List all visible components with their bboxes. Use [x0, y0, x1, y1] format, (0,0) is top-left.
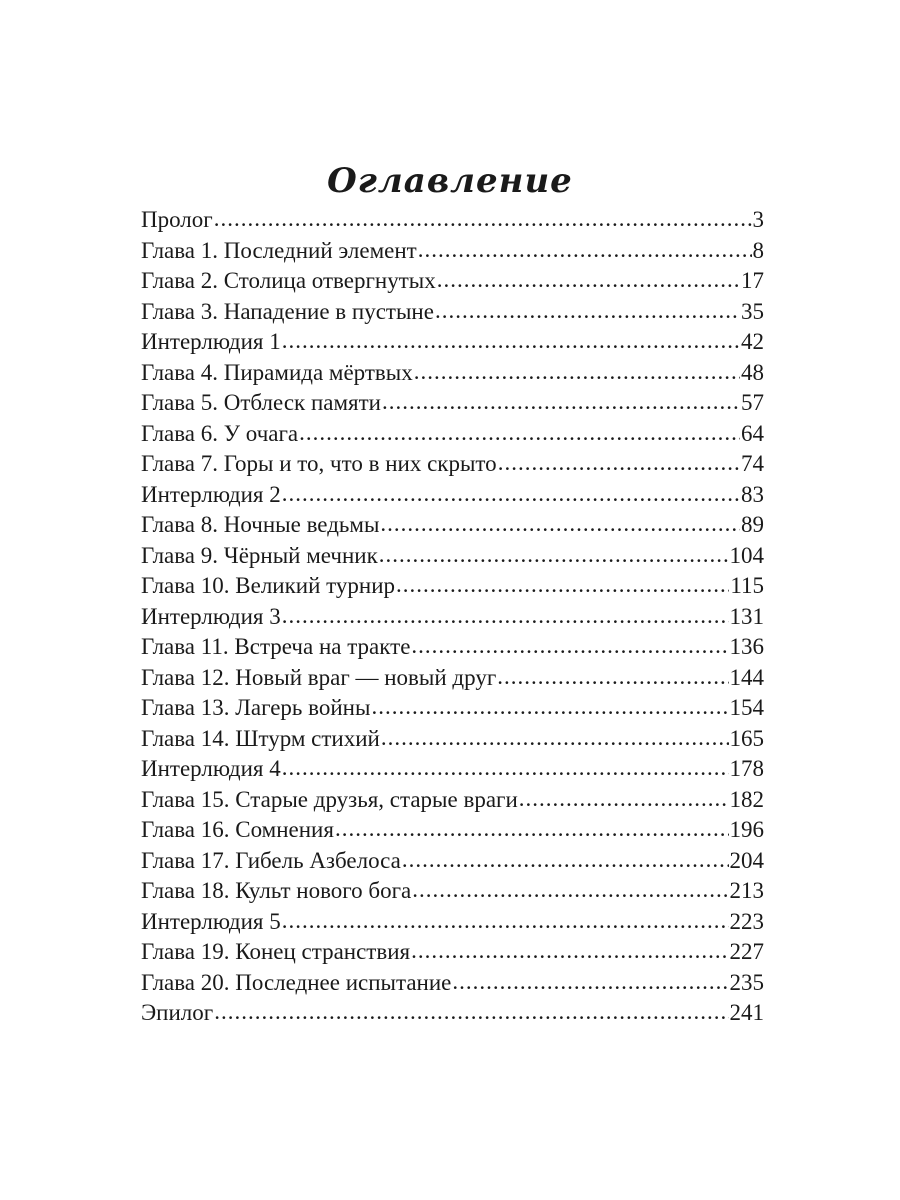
toc-entry-label: Глава 15. Старые друзья, старые враги [141, 786, 518, 812]
toc-entry-page-number: 17 [741, 268, 764, 293]
toc-dot-leader [382, 387, 740, 418]
toc-entry-page-number: 213 [729, 878, 764, 903]
toc-entry-page-number: 48 [741, 359, 764, 385]
toc-entry [141, 236, 764, 267]
toc-entry [141, 785, 764, 816]
toc-entry [141, 388, 764, 419]
toc-entry-page-number: 57 [741, 390, 764, 415]
toc-entry-label: Интерлюдия 5 [141, 908, 281, 934]
toc-entry-label: Глава 7. Горы и то, что в них скрыто [141, 451, 497, 476]
toc-entry-page-number: 223 [729, 908, 764, 934]
toc-entry-label: Глава 11. Встреча на тракте [141, 634, 411, 659]
toc-entry-page-number: 227 [729, 939, 764, 964]
toc-entry-page-number: 64 [741, 420, 764, 446]
toc-dot-leader [214, 997, 728, 1028]
toc-entry [141, 510, 764, 541]
toc-entry-page-number: 136 [729, 634, 764, 659]
toc-entry [141, 754, 764, 785]
toc-entry-label: Глава 6. У очага [141, 420, 299, 446]
toc-entry [141, 907, 764, 938]
toc-entry-label: Глава 2. Столица отвергнутых [141, 268, 436, 293]
toc-dot-leader [519, 784, 729, 815]
toc-entry-page-number: 235 [729, 969, 764, 995]
toc-entry [141, 724, 764, 755]
toc-entry-label: Глава 19. Конец странствия [141, 939, 411, 964]
toc-entry-label: Глава 9. Чёрный мечник [141, 542, 378, 568]
toc-entry [141, 815, 764, 846]
toc-entry [141, 846, 764, 877]
toc-entry-label: Интерлюдия 1 [141, 329, 281, 354]
toc-entry [141, 968, 764, 999]
toc-entry [141, 602, 764, 633]
toc-dot-leader [437, 265, 740, 296]
toc-entry [141, 480, 764, 511]
toc-entry [141, 419, 764, 450]
toc-entry-label: Глава 4. Пирамида мёртвых [141, 359, 413, 385]
toc-entry [141, 571, 764, 602]
toc-dot-leader [411, 631, 728, 662]
toc-entry-page-number: 154 [729, 695, 764, 720]
toc-entry-page-number: 42 [741, 329, 764, 354]
toc-entry-page-number: 89 [741, 512, 764, 537]
toc-entry-label: Глава 12. Новый враг — новый друг [141, 664, 497, 690]
toc-entry [141, 541, 764, 572]
toc-entry [141, 663, 764, 694]
toc-dot-leader [335, 814, 729, 845]
toc-dot-leader [282, 601, 729, 632]
toc-entry [141, 205, 764, 236]
toc-dot-leader [380, 509, 740, 540]
toc-dot-leader [418, 235, 752, 266]
toc-entry-label: Глава 8. Ночные ведьмы [141, 512, 380, 537]
toc-entry-page-number: 165 [729, 725, 764, 751]
toc-entry-page-number: 74 [741, 451, 764, 476]
toc-dot-leader [381, 723, 729, 754]
toc-dot-leader [396, 570, 729, 601]
toc-dot-leader [282, 326, 740, 357]
toc-dot-leader [497, 662, 728, 693]
toc-dot-leader [498, 448, 740, 479]
toc-entry-page-number: 131 [729, 603, 764, 629]
toc-dot-leader [411, 936, 728, 967]
toc-dot-leader [371, 692, 728, 723]
toc-entry-label: Глава 16. Сомнения [141, 817, 334, 842]
toc-dot-leader [414, 357, 740, 388]
toc-dot-leader [282, 753, 729, 784]
toc-entry-label: Интерлюдия 2 [141, 481, 281, 507]
toc-dot-leader [402, 845, 729, 876]
toc-entry-label: Глава 1. Последний элемент [141, 237, 417, 263]
toc-entry-label: Глава 13. Лагерь войны [141, 695, 371, 720]
toc-entry [141, 297, 764, 328]
toc-entry [141, 693, 764, 724]
toc-entry-page-number: 241 [729, 1000, 764, 1025]
toc-entry-page-number: 3 [752, 207, 764, 232]
toc-entry-label: Глава 5. Отблеск памяти [141, 390, 381, 415]
toc-dot-leader [435, 296, 740, 327]
toc-dot-leader [282, 479, 740, 510]
toc-dot-leader [452, 967, 728, 998]
toc-entry-page-number: 83 [741, 481, 764, 507]
toc-entry [141, 632, 764, 663]
toc-entry-page-number: 35 [741, 298, 764, 324]
toc-entry-page-number: 182 [729, 786, 764, 812]
toc-entry-label: Глава 14. Штурм стихий [141, 725, 380, 751]
toc-dot-leader [379, 540, 729, 571]
toc-entry [141, 937, 764, 968]
toc-entry-label: Пролог [141, 207, 213, 232]
toc-entry [141, 358, 764, 389]
toc-entry-label: Глава 3. Нападение в пустыне [141, 298, 434, 324]
toc-entry-page-number: 196 [729, 817, 764, 842]
toc-entry-page-number: 8 [752, 237, 764, 263]
toc-entry [141, 449, 764, 480]
table-of-contents [141, 205, 764, 1029]
toc-entry-page-number: 204 [729, 847, 764, 873]
toc-entry-label: Глава 10. Великий турнир [141, 573, 396, 598]
toc-entry [141, 327, 764, 358]
page-title: Оглавление [327, 160, 573, 201]
toc-entry-label: Эпилог [141, 1000, 214, 1025]
toc-entry-page-number: 178 [729, 756, 764, 781]
toc-dot-leader [214, 204, 752, 235]
toc-entry [141, 876, 764, 907]
toc-entry [141, 266, 764, 297]
toc-dot-leader [282, 906, 729, 937]
toc-entry-label: Глава 18. Культ нового бога [141, 878, 412, 903]
toc-entry-label: Интерлюдия 4 [141, 756, 281, 781]
toc-dot-leader [299, 418, 740, 449]
toc-entry-label: Интерлюдия 3 [141, 603, 281, 629]
toc-entry-page-number: 115 [730, 573, 764, 598]
toc-entry-label: Глава 20. Последнее испытание [141, 969, 452, 995]
toc-dot-leader [412, 875, 728, 906]
toc-entry-page-number: 104 [729, 542, 764, 568]
toc-entry-page-number: 144 [729, 664, 764, 690]
toc-entry [141, 998, 764, 1029]
toc-entry-label: Глава 17. Гибель Азбелоса [141, 847, 401, 873]
